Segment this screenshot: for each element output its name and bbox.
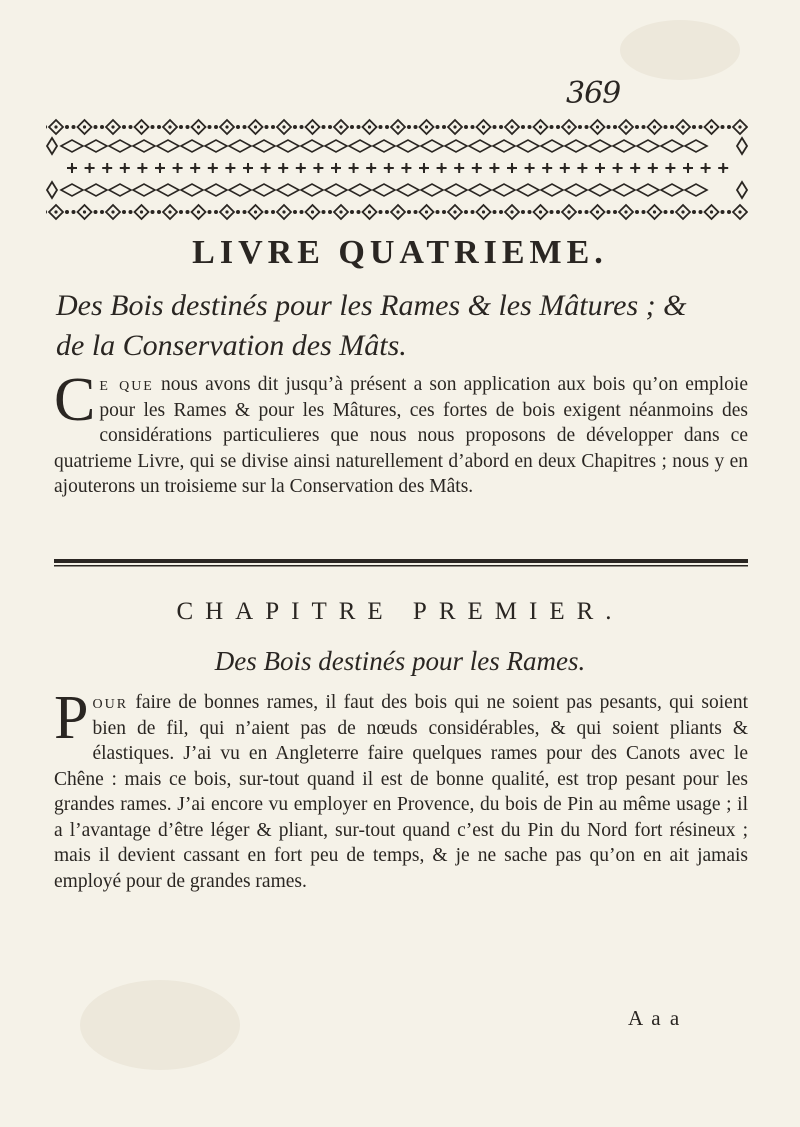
intro-paragraph [54,366,749,500]
fleuron-border-ornament [46,118,748,222]
lead-in: e que [99,374,154,395]
drop-cap: C [54,366,96,434]
lead-in: our [92,692,129,713]
rule-divider [54,559,748,568]
paragraph-text: faire de bonnes rames, il faut des bois qui ne soient pas pesants, qui soient bien de fil, qui n’aient pas de nœuds considérables, & qui soient pliants & élastiques. J’ai vu en Angleterre faire quelques rames pour des Canots avec le Chêne : mais ce bois, sur-tout quand il est de bonne qualité, est trop pesant pour les grandes rames. J’ai encore vu employer en Provence, du bois de Pin au même usage ; il a l’avantage d’être léger & pliant, sur-tout quand c’est du Pin du Nord fort résineux ; mais il devient cassant en fort peu de temps, & je ne sache pas qu’on en ait jamais employé pour de grandes rames. [54,692,748,892]
chapter-title: CHAPITRE PREMIER. [176,598,624,625]
signature-mark: A a a [628,1006,682,1030]
book-title: LIVRE QUATRIEME. [192,234,608,271]
chapter-paragraph [54,684,748,894]
paragraph-text: nous avons dit jusqu’à présent a son application aux bois qu’on emploie pour les Rames & pour les Mâtures, ces fortes de bois exigent néanmoins des considérations particulieres que nous nous proposons de développer dans ce quatrieme Livre, qui se divise ainsi naturellement d’abord en deux Chapitres ; nous y en ajouterons un troisieme sur la Conservation des Mâts. [54,374,749,497]
page-number: 369 [566,76,621,111]
chapter-subtitle: Des Bois destinés pour les Rames. [214,646,586,676]
book-subtitle: Des Bois destinés pour les Rames & les Mâtures ; & de la Conservation des Mâts. [56,289,687,362]
drop-cap: P [54,684,89,752]
